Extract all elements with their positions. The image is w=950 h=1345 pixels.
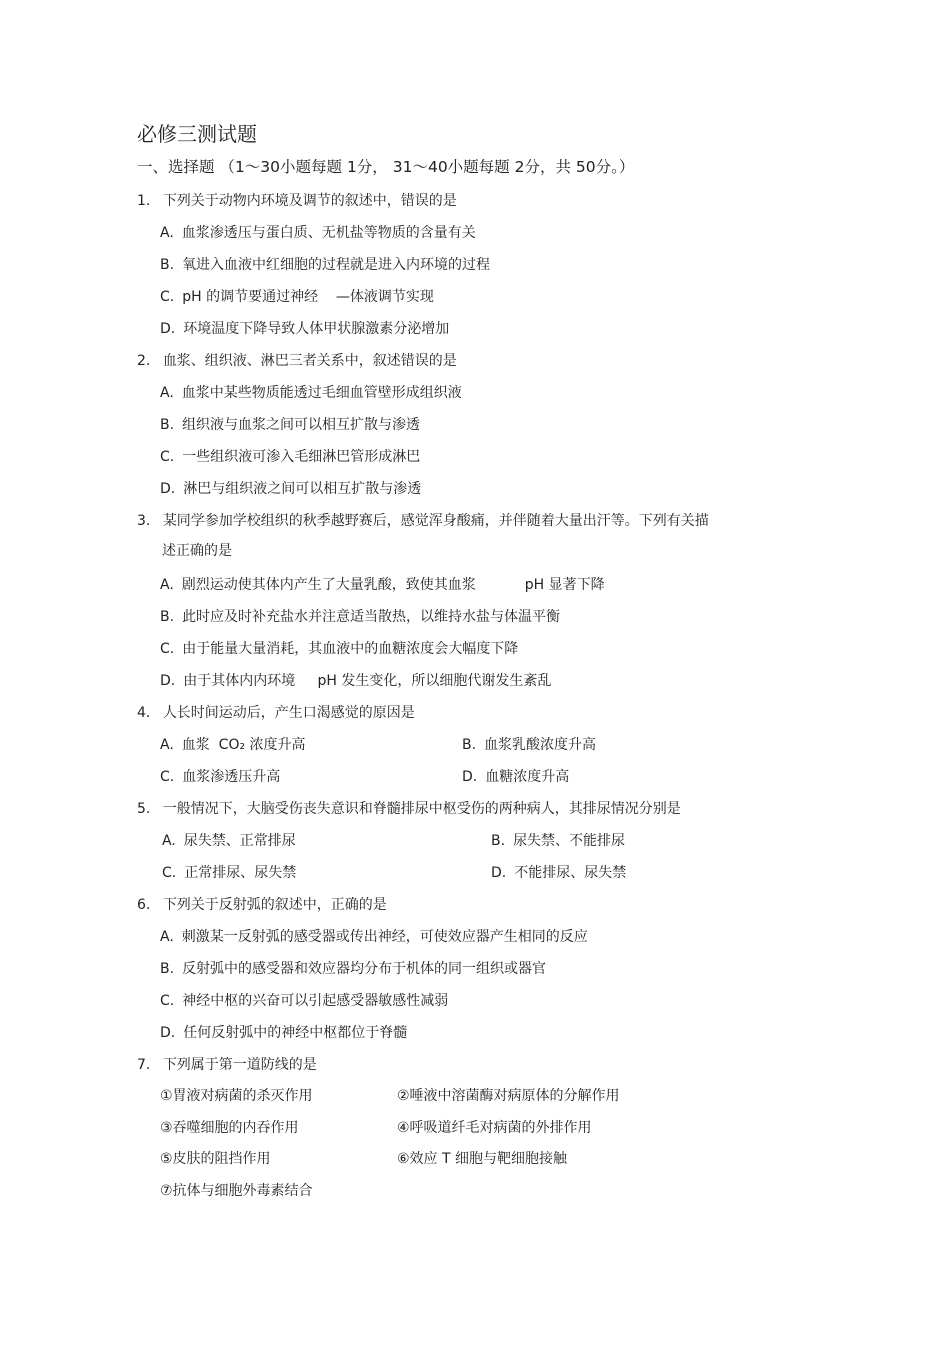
item-6: ⑥效应 T 细胞与靶细胞接触 <box>397 1151 568 1167</box>
option-text: 尿失禁、不能排尿 <box>513 833 626 849</box>
option-text: 尿失禁、正常排尿 <box>183 833 296 849</box>
question-stem: 血浆、组织液、淋巴三者关系中，叙述错误的是 <box>162 353 457 369</box>
option-letter: B. <box>160 961 175 977</box>
option-b <box>160 608 560 626</box>
option-text: 环境温度下降导致人体甲状腺激素分泌增加 <box>183 321 450 337</box>
question-4 <box>137 704 415 722</box>
option-text: 氧进入血液中红细胞的过程就是进入内环境的过程 <box>182 257 491 273</box>
option-letter: D. <box>160 673 176 689</box>
option-text: 任何反射弧中的神经中枢都位于脊髓 <box>183 1025 408 1041</box>
option-text: 由于其体内内环境 pH 发生变化，所以细胞代谢发生紊乱 <box>183 673 552 689</box>
option-text: 由于能量大量消耗，其血液中的血糖浓度会大幅度下降 <box>182 641 519 657</box>
option-c <box>160 768 280 786</box>
option-letter: B. <box>160 257 175 273</box>
section-heading: 一、选择题 （1～30小题每题 1分， 31～40小题每题 2分，共 50分。） <box>137 158 635 176</box>
option-text: 此时应及时补充盐水并注意适当散热，以维持水盐与体温平衡 <box>182 609 561 625</box>
option-letter: B. <box>462 737 477 753</box>
option-b <box>462 736 596 754</box>
option-text: 剧烈运动使其体内产生了大量乳酸，致使其血浆 pH 显著下降 <box>181 577 605 593</box>
option-b <box>160 960 546 978</box>
question-number: 3. <box>137 513 151 529</box>
option-a <box>160 224 476 242</box>
option-text: 淋巴与组织液之间可以相互扩散与渗透 <box>183 481 422 497</box>
option-text: 组织液与血浆之间可以相互扩散与渗透 <box>182 417 421 433</box>
option-text: pH 的调节要通过神经 —体液调节实现 <box>182 289 434 305</box>
question-number: 6. <box>137 897 151 913</box>
question-stem: 下列属于第一道防线的是 <box>162 1057 317 1073</box>
option-text: 刺激某一反射弧的感受器或传出神经，可使效应器产生相同的反应 <box>181 929 588 945</box>
option-letter: A. <box>160 385 174 401</box>
option-b <box>491 832 625 850</box>
option-letter: D. <box>491 865 507 881</box>
option-letter: C. <box>160 449 175 465</box>
option-b <box>160 256 490 274</box>
question-stem: 某同学参加学校组织的秋季越野赛后，感觉浑身酸痛，并伴随着大量出汗等。下列有关描 <box>162 513 709 529</box>
option-letter: A. <box>160 577 174 593</box>
item-7: ⑦抗体与细胞外毒素结合 <box>160 1183 313 1199</box>
question-stem: 人长时间运动后，产生口渴感觉的原因是 <box>162 705 415 721</box>
option-text: 血浆中某些物质能透过毛细血管壁形成组织液 <box>181 385 462 401</box>
option-text: 血浆渗透压与蛋白质、无机盐等物质的含量有关 <box>181 225 476 241</box>
option-letter: C. <box>160 641 175 657</box>
question-stem: 一般情况下，大脑受伤丧失意识和脊髓排尿中枢受伤的两种病人，其排尿情况分别是 <box>162 801 681 817</box>
option-c <box>162 864 296 882</box>
option-letter: C. <box>162 865 177 881</box>
option-c <box>160 992 448 1010</box>
option-letter: D. <box>462 769 478 785</box>
option-a <box>160 384 462 402</box>
option-d <box>160 672 551 690</box>
question-number: 2. <box>137 353 151 369</box>
option-letter: A. <box>160 737 174 753</box>
question-6 <box>137 896 387 914</box>
question-7 <box>137 1056 317 1074</box>
option-b <box>160 416 420 434</box>
option-text: 正常排尿、尿失禁 <box>184 865 297 881</box>
option-letter: C. <box>160 289 175 305</box>
option-d <box>160 480 421 498</box>
option-letter: D. <box>160 481 176 497</box>
option-text: 反射弧中的感受器和效应器均分布于机体的同一组织或器官 <box>182 961 547 977</box>
option-letter: C. <box>160 769 175 785</box>
option-c <box>160 640 518 658</box>
question-1 <box>137 192 457 210</box>
option-c <box>160 288 434 306</box>
option-text: 血糖浓度升高 <box>485 769 570 785</box>
option-letter: B. <box>160 609 175 625</box>
option-letter: B. <box>160 417 175 433</box>
question-number: 5. <box>137 801 151 817</box>
option-a <box>160 576 605 594</box>
option-text: 一些组织液可渗入毛细淋巴管形成淋巴 <box>182 449 421 465</box>
option-d <box>491 864 626 882</box>
question-stem: 下列关于动物内环境及调节的叙述中，错误的是 <box>162 193 457 209</box>
option-letter: A. <box>160 225 174 241</box>
question-number: 1. <box>137 193 151 209</box>
option-text: 血浆渗透压升高 <box>182 769 281 785</box>
option-letter: A. <box>162 833 176 849</box>
option-text: 神经中枢的兴奋可以引起感受器敏感性减弱 <box>182 993 449 1009</box>
option-letter: D. <box>160 1025 176 1041</box>
option-letter: D. <box>160 321 176 337</box>
question-3 <box>137 512 709 530</box>
question-stem-continued: 述正确的是 <box>162 543 232 559</box>
question-5 <box>137 800 681 818</box>
option-a <box>162 832 296 850</box>
question-number: 4. <box>137 705 151 721</box>
item-3: ③吞噬细胞的内吞作用 <box>160 1120 299 1136</box>
question-stem: 下列关于反射弧的叙述中，正确的是 <box>162 897 387 913</box>
option-d <box>160 1024 407 1042</box>
option-text: 血浆乳酸浓度升高 <box>484 737 597 753</box>
option-d <box>160 320 449 338</box>
option-d <box>462 768 569 786</box>
option-a <box>160 928 588 946</box>
item-1: ①胃液对病菌的杀灭作用 <box>160 1088 313 1104</box>
question-2 <box>137 352 457 370</box>
option-text: 血浆 CO₂ 浓度升高 <box>181 737 306 753</box>
option-c <box>160 448 420 466</box>
option-letter: B. <box>491 833 506 849</box>
page-title: 必修三测试题 <box>137 122 257 146</box>
question-number: 7. <box>137 1057 151 1073</box>
option-a <box>160 736 306 754</box>
item-4: ④呼吸道纤毛对病菌的外排作用 <box>397 1120 592 1136</box>
option-letter: C. <box>160 993 175 1009</box>
item-5: ⑤皮肤的阻挡作用 <box>160 1151 271 1167</box>
item-2: ②唾液中溶菌酶对病原体的分解作用 <box>397 1088 620 1104</box>
option-letter: A. <box>160 929 174 945</box>
option-text: 不能排尿、尿失禁 <box>514 865 627 881</box>
